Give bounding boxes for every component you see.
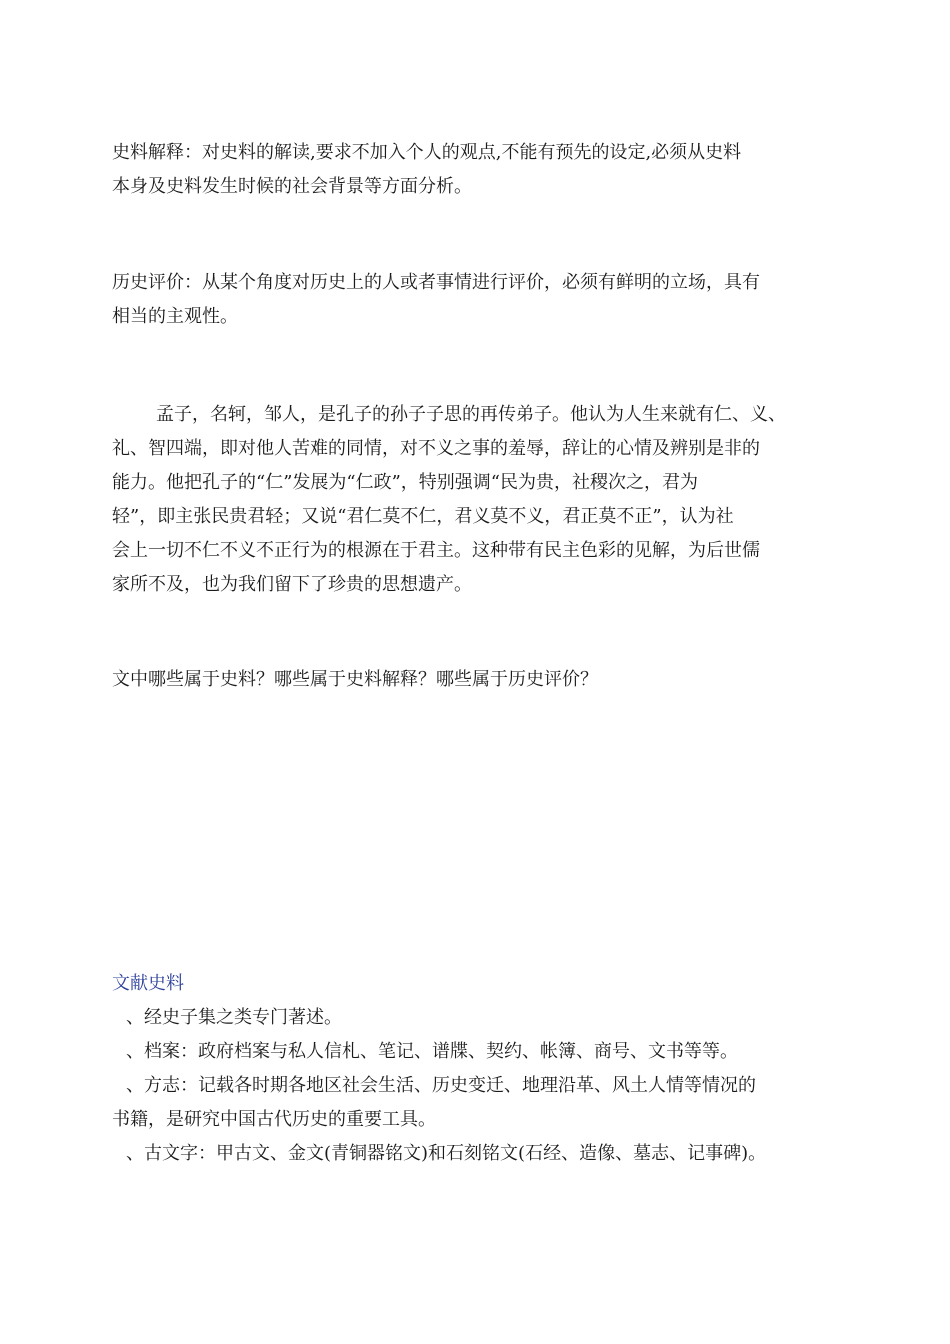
paragraph-line: 史料解释：对史料的解读,要求不加入个人的观点,不能有预先的设定,必须从史料 xyxy=(112,142,742,163)
section-heading: 文献史料 xyxy=(112,973,184,994)
paragraph-line: 相当的主观性。 xyxy=(112,306,238,327)
list-item: 、经史子集之类专门著述。 xyxy=(126,1007,342,1028)
paragraph-line: 能力。他把孔子的“仁”发展为“仁政”，特别强调“民为贵，社稷次之，君为 xyxy=(112,472,699,493)
paragraph-line: 会上一切不仁不义不正行为的根源在于君主。这种带有民主色彩的见解，为后世儒 xyxy=(112,540,760,561)
list-item: 、古文字：甲古文、金文(青铜器铭文)和石刻铭文(石经、造像、墓志、记事碑)。 xyxy=(126,1143,767,1164)
paragraph-line: 礼、智四端，即对他人苦难的同情，对不义之事的羞辱，辞让的心情及辨别是非的 xyxy=(112,438,760,459)
question-paragraph xyxy=(112,663,852,697)
mencius-paragraph xyxy=(112,398,852,602)
list-item-continuation: 书籍，是研究中国古代历史的重要工具。 xyxy=(112,1109,436,1130)
list-item: 、方志：记载各时期各地区社会生活、历史变迁、地理沿革、风土人情等情况的 xyxy=(126,1075,756,1096)
list-item: 、档案：政府档案与私人信札、笔记、谱牒、契约、帐簿、商号、文书等等。 xyxy=(126,1041,738,1062)
question-text: 文中哪些属于史料？哪些属于史料解释？哪些属于历史评价？ xyxy=(112,669,598,690)
paragraph-line: 孟子，名轲，邹人，是孔子的孙子子思的再传弟子。他认为人生来就有仁、义、 xyxy=(156,404,786,425)
paragraph-line: 家所不及，也为我们留下了珍贵的思想遗产。 xyxy=(112,574,472,595)
paragraph-line: 历史评价：从某个角度对历史上的人或者事情进行评价，必须有鲜明的立场，具有 xyxy=(112,272,760,293)
paragraph-line: 本身及史料发生时候的社会背景等方面分析。 xyxy=(112,176,472,197)
documentary-sources-section xyxy=(112,967,852,1171)
historical-interpretation-paragraph xyxy=(112,136,852,204)
historical-evaluation-paragraph xyxy=(112,266,852,334)
paragraph-line: 轻”，即主张民贵君轻；又说“君仁莫不仁，君义莫不义，君正莫不正”，认为社 xyxy=(112,506,734,527)
